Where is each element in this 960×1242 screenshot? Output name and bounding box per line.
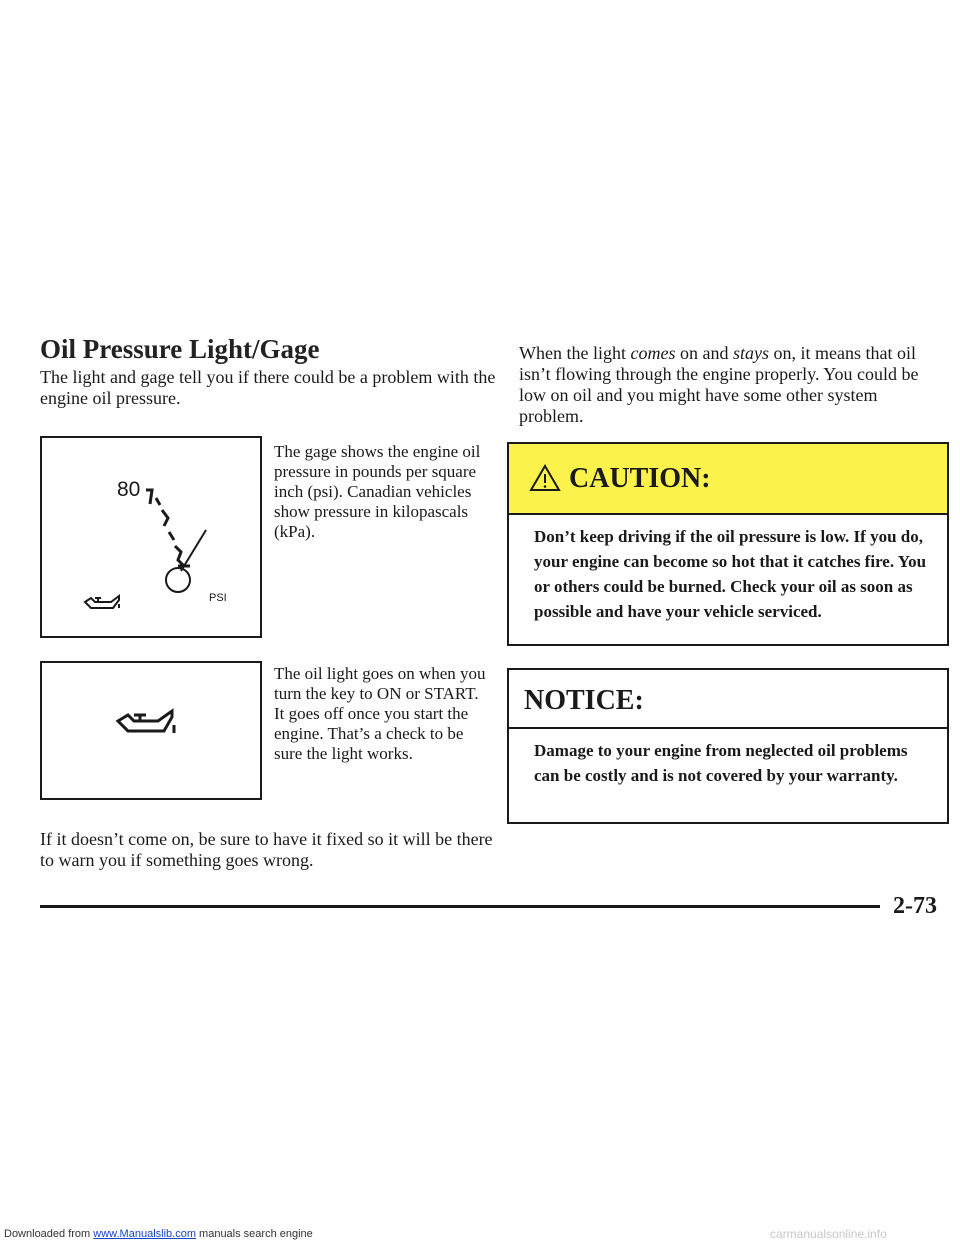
caution-title: CAUTION: — [569, 463, 711, 494]
caution-body: Don’t keep driving if the oil pressure is low. If you do, your engine can become so hot that it catches fire. You or others could be burned. Check your oil as soon as possible and have your vehicle serviced. — [534, 527, 927, 621]
gauge-unit-label: PSI — [209, 592, 227, 604]
intro-paragraph: The light and gage tell you if there could be a problem with the engine oil pressure. — [40, 367, 496, 408]
watermark: carmanualsonline.info — [770, 1227, 887, 1241]
caution-box — [507, 442, 949, 646]
right-intro-emphasis-comes: comes — [630, 343, 676, 363]
right-intro-text-3: on, it means that oil isn’t flowing through the engine properly. You could be low on oil and you might have some other system problem. — [519, 343, 919, 426]
footer-prefix: Downloaded from — [4, 1228, 94, 1240]
outro-paragraph: If it doesn’t come on, be sure to have it fixed so it will be there to warn you if something goes wrong. — [40, 829, 493, 870]
notice-box — [507, 668, 949, 824]
gauge-description: The gage shows the engine oil pressure in pounds per square inch (psi). Canadian vehicles show pressure in kilopascals (kPa). — [274, 442, 481, 541]
footer-rule — [40, 905, 880, 908]
oil-can-icon — [118, 711, 174, 733]
gauge-scale-label: 80 — [117, 478, 141, 501]
notice-title: NOTICE: — [524, 685, 644, 716]
oil-can-icon — [85, 596, 119, 608]
right-intro-text-2: on and — [675, 343, 733, 363]
manualslib-link[interactable]: www.Manualslib.com — [93, 1228, 196, 1240]
footer-suffix: manuals search engine — [195, 1228, 313, 1240]
oil-light-figure — [40, 661, 262, 800]
gauge-illustration — [42, 438, 260, 636]
download-footer — [4, 1228, 313, 1240]
warning-triangle-icon — [529, 464, 561, 492]
right-intro-paragraph — [519, 343, 939, 427]
page-heading: Oil Pressure Light/Gage — [40, 334, 320, 364]
notice-header — [509, 670, 947, 729]
right-intro-text-1: When the light — [519, 343, 631, 363]
oil-pressure-gauge-figure — [40, 436, 262, 638]
page-number: 2-73 — [893, 893, 937, 919]
caution-header — [509, 444, 947, 515]
oil-light-description: The oil light goes on when you turn the key to ON or START. It goes off once you start the engine. That’s a check to be sure the light works. — [274, 664, 486, 763]
notice-body: Damage to your engine from neglected oil problems can be costly and is not covered by your warranty. — [534, 741, 908, 785]
oil-light-illustration — [42, 663, 260, 798]
right-intro-emphasis-stays: stays — [732, 343, 769, 363]
